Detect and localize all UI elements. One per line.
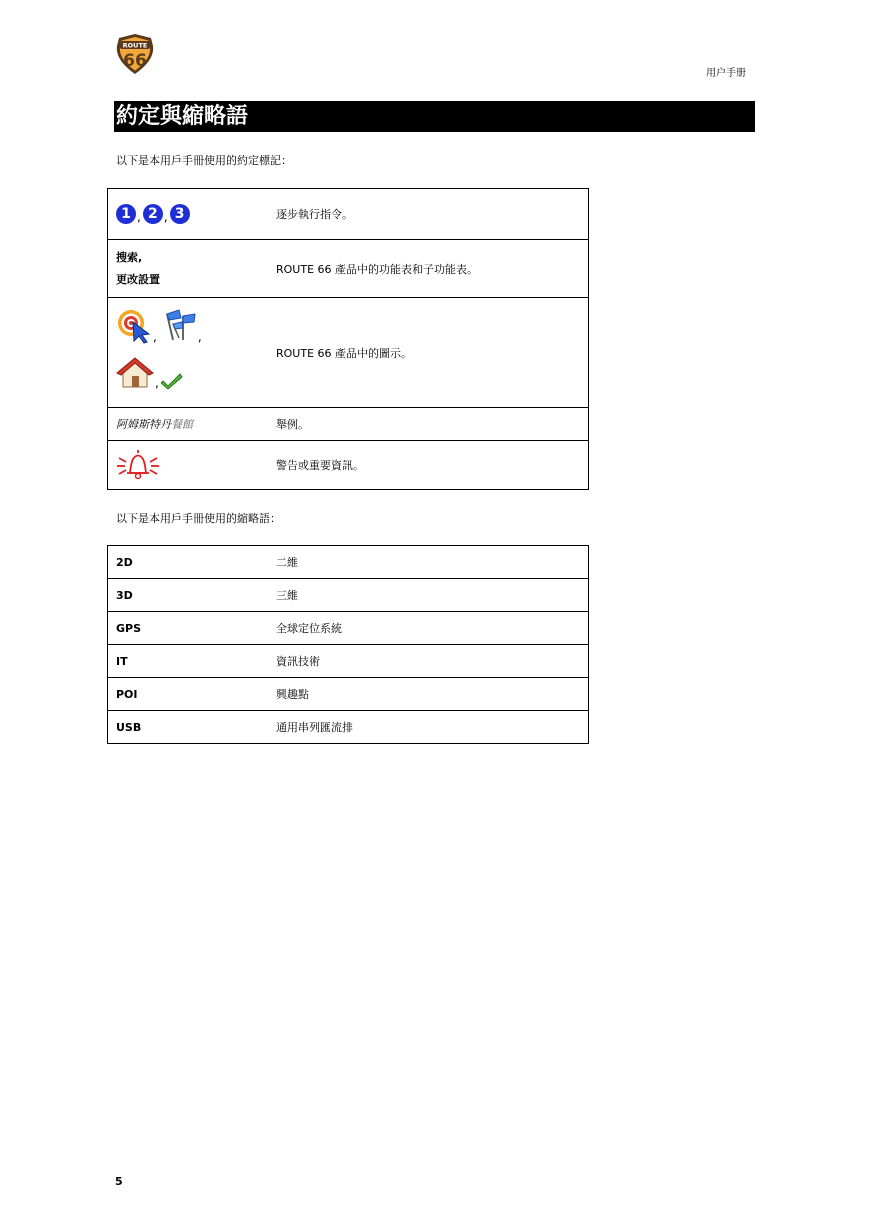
- table-row: [108, 240, 589, 298]
- row-description: 警告或重要資訊。: [268, 441, 589, 490]
- example-category: 餐館: [171, 418, 193, 431]
- table-row: [108, 298, 589, 408]
- abbreviation: USB: [108, 711, 269, 744]
- menu-example-line: 搜索,: [116, 250, 143, 264]
- abbreviation-meaning: 二維: [268, 546, 589, 579]
- svg-text:66: 66: [123, 51, 147, 71]
- abbreviation: 2D: [108, 546, 269, 579]
- header-manual-label: 用户手册: [706, 68, 746, 79]
- table-row: [108, 546, 589, 579]
- abbreviation: GPS: [108, 612, 269, 645]
- row-description: ROUTE 66 產品中的圖示。: [268, 298, 589, 408]
- abbreviation-meaning: 興趣點: [268, 678, 589, 711]
- table-row: [108, 612, 589, 645]
- warning-icon-cell: [108, 441, 269, 490]
- intro-abbreviations: 以下是本用戶手冊使用的縮略語：: [116, 512, 281, 525]
- table-row: [108, 408, 589, 441]
- submenu-example-line: 更改設置: [116, 272, 160, 286]
- abbreviation-meaning: 資訊技術: [268, 645, 589, 678]
- row-description: 逐步執行指令。: [268, 189, 589, 240]
- abbreviation-meaning: 三維: [268, 579, 589, 612]
- table-row: [108, 579, 589, 612]
- page-number: 5: [115, 1175, 123, 1188]
- row-description: 舉例。: [268, 408, 589, 441]
- table-row: [108, 711, 589, 744]
- abbreviation: 3D: [108, 579, 269, 612]
- abbreviations-table: [107, 545, 589, 744]
- table-row: [108, 189, 589, 240]
- step-number-1: 1: [116, 204, 136, 224]
- section-title: 約定與縮略語: [116, 104, 249, 129]
- intro-conventions: 以下是本用戶手冊使用的約定標記：: [116, 154, 292, 167]
- section-title-bar: [114, 101, 755, 132]
- row-description: ROUTE 66 產品中的功能表和子功能表。: [268, 240, 589, 298]
- table-row: [108, 441, 589, 490]
- example-city: 阿姆斯特丹: [116, 418, 171, 431]
- step-number-3: 3: [170, 204, 190, 224]
- abbreviation: IT: [108, 645, 269, 678]
- example-text-cell: [108, 408, 269, 441]
- route66-logo: [113, 32, 157, 76]
- menu-example-cell: [108, 240, 269, 298]
- step-number-2: 2: [143, 204, 163, 224]
- conventions-table: [107, 188, 589, 490]
- icons-example-cell: , , ,: [108, 298, 269, 408]
- checkmark-icon: [161, 372, 183, 390]
- table-row: [108, 645, 589, 678]
- target-cursor-icon: [116, 308, 152, 344]
- alarm-bell-icon: [116, 448, 160, 482]
- home-icon: [116, 356, 154, 390]
- abbreviation-meaning: 全球定位系統: [268, 612, 589, 645]
- flags-icon: [159, 306, 197, 344]
- svg-text:ROUTE: ROUTE: [122, 41, 148, 50]
- abbreviation: POI: [108, 678, 269, 711]
- abbreviation-meaning: 通用串列匯流排: [268, 711, 589, 744]
- step-numbers-cell: 1 , 2 , 3: [108, 189, 269, 240]
- table-row: [108, 678, 589, 711]
